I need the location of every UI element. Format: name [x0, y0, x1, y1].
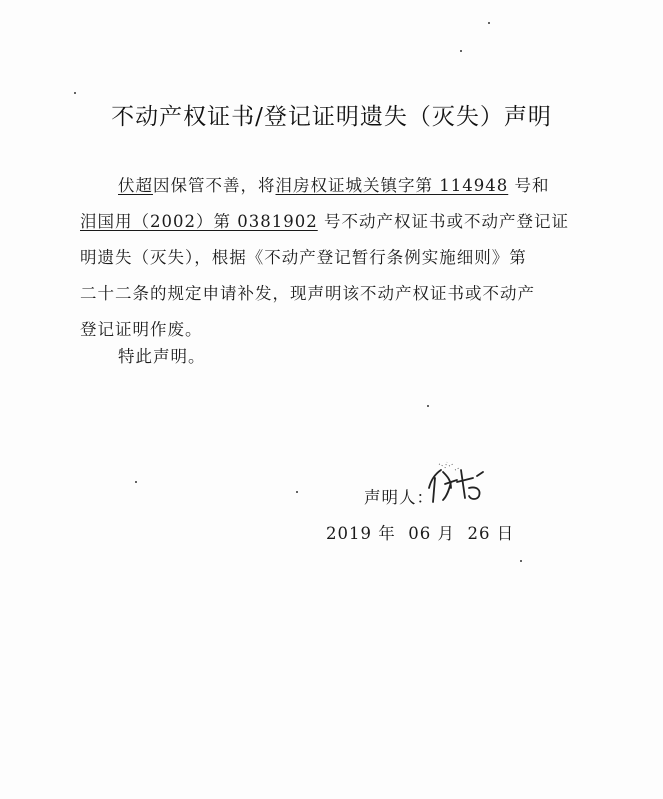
declarant-label: 声明人：	[364, 488, 434, 507]
document-title: 不动产权证书/登记证明遗失（灭失）声明	[111, 104, 552, 130]
scan-speck	[520, 560, 522, 562]
certificate-number-2: 泪国用（2002）第 0381902	[80, 212, 318, 231]
owner-name: 伏超	[118, 176, 153, 195]
closing-statement: 特此声明。	[118, 347, 206, 366]
scan-speck	[135, 481, 137, 483]
paragraph-text-3: 号不动产权证书或不动产登记证	[317, 212, 569, 231]
paragraph-line-5: 登记证明作废。	[80, 320, 203, 339]
handwritten-signature	[421, 458, 491, 506]
paragraph-line-3: 明遗失（灭失），根据《不动产登记暂行条例实施细则》第	[80, 248, 527, 267]
scan-speck	[296, 491, 298, 493]
paragraph-line-2	[80, 204, 585, 240]
paragraph-text-1: 因保管不善，将	[153, 176, 276, 195]
paragraph-line-4: 二十二条的规定申请补发，现声明该不动产权证书或不动产	[80, 284, 535, 303]
scan-speck	[460, 50, 462, 52]
scan-speck	[74, 92, 76, 94]
scan-speck	[427, 405, 429, 407]
paragraph-line-1	[80, 168, 585, 204]
statement-date: 2019 年 06 月 26 日	[326, 524, 515, 543]
statement-paragraph	[80, 168, 585, 348]
scan-speck	[488, 22, 490, 24]
certificate-number-1: 泪房权证城关镇字第 114948	[275, 176, 509, 195]
paragraph-text-2: 号和	[508, 176, 550, 195]
